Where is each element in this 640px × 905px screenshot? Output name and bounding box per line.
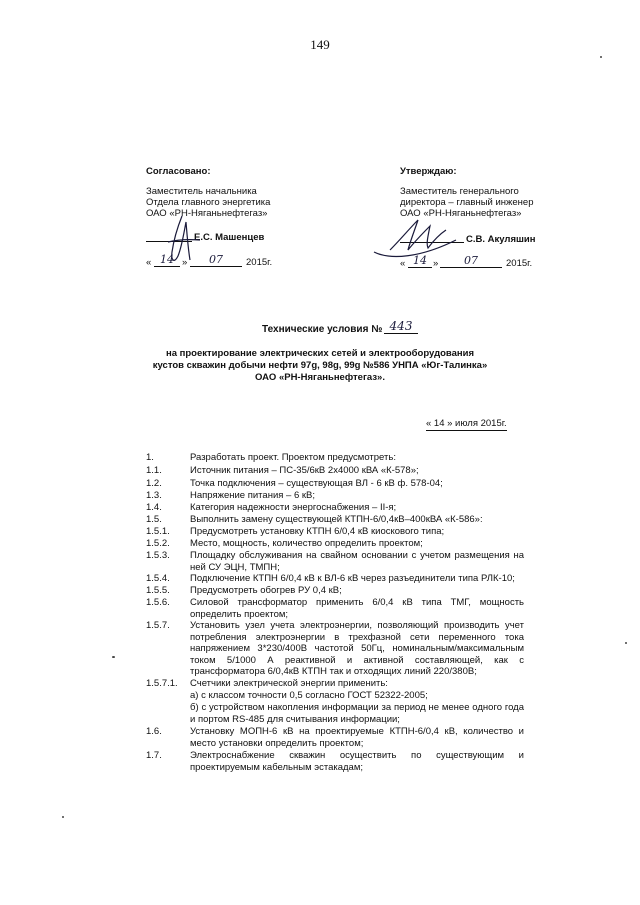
title-label: Технические условия № [262, 324, 383, 335]
item-number: 1.5.2. [146, 538, 170, 549]
title-number: 443 [384, 319, 418, 334]
scan-speck [600, 56, 602, 58]
scan-speck [112, 656, 115, 658]
item-number: 1.5.1. [146, 526, 170, 537]
item-number: 1.2. [146, 478, 162, 489]
item-text: Разработать проект. Проектом предусмотреть: [190, 452, 396, 463]
right-date-day: 14 [408, 254, 432, 268]
left-date-month: 07 [190, 253, 242, 267]
subtitle-line-3: ОАО «РН-Няганьнефтегаз». [255, 372, 385, 383]
item-text: а) с классом точности 0,5 согласно ГОСТ 52322-2005; [190, 690, 428, 701]
subtitle-line-1: на проектирование электрических сетей и электрооборудования [165, 348, 475, 359]
issue-date: « 14 » июля 2015г. [426, 418, 507, 429]
left-signature [160, 212, 210, 272]
left-date-mid: » [182, 257, 188, 268]
left-date-open: « [146, 257, 152, 268]
left-line-1: Заместитель начальника [146, 186, 257, 197]
item-text: Предусмотреть обогрев РУ 0,4 кВ; [190, 585, 342, 596]
item-text: б) с устройством накопления информации за период не менее одного года и портом RS-485 для считывания информации; [190, 702, 524, 725]
scan-speck [625, 642, 627, 644]
item-text: Установить узел учета электроэнергии, позволяющий производить учет потребления электроэнергии в трехфазной сети переменного тока напряжением 3*230/400В частотой 50Гц, номинальным/максимальным током 5/1000 А реактивной и активной составляющей, как с трансформатора 6/0,4кВ КТПН так и отходящих линий 220/380В; [190, 620, 524, 677]
item-text: Место, мощность, количество определить проектом; [190, 538, 423, 549]
item-text: Счетчики электрической энергии применить: [190, 678, 388, 689]
item-text: Точка подключения – существующая ВЛ - 6 кВ ф. 578-04; [190, 478, 443, 489]
item-text: Установку МОПН-6 кВ на проектируемые КТПН-6/0,4 кВ, количество и место установки определить проектом; [190, 726, 524, 749]
right-date-year: 2015г. [506, 258, 533, 269]
item-number: 1.5.6. [146, 597, 170, 608]
right-date-mid: » [433, 258, 439, 269]
item-number: 1.5.3. [146, 550, 170, 561]
right-date-open: « [400, 258, 406, 269]
page-number: 149 [310, 37, 330, 52]
right-line-1: Заместитель генерального [400, 186, 519, 197]
item-number: 1.4. [146, 502, 162, 513]
item-text: Электроснабжение скважин осуществить по существующим и проектируемым кабельным эстакадам; [190, 750, 524, 773]
subtitle-line-2: кустов скважин добычи нефти 97g, 98g, 99g №586 УНПА «Юг-Талинка» [152, 360, 488, 371]
left-heading: Согласовано: [146, 166, 211, 177]
right-signature [370, 210, 460, 270]
item-number: 1.3. [146, 490, 162, 501]
item-text: Источник питания – ПС-35/6кВ 2х4000 кВА «К-578»; [190, 465, 419, 476]
item-text: Предусмотреть установку КТПН 6/0,4 кВ киоскового типа; [190, 526, 445, 537]
item-number: 1. [146, 452, 154, 463]
item-text: Категория надежности энергоснабжения – II-я; [190, 502, 397, 513]
item-number: 1.1. [146, 465, 162, 476]
right-heading: Утверждаю: [400, 166, 457, 177]
item-number: 1.6. [146, 726, 162, 737]
right-line-3: ОАО «РН-Няганьнефтегаз» [400, 208, 522, 219]
right-date-month: 07 [440, 254, 502, 268]
right-signer: С.В. Акуляшин [466, 234, 536, 245]
item-number: 1.5.7.1. [146, 678, 178, 689]
scan-speck [62, 816, 64, 818]
item-number: 1.5. [146, 514, 162, 525]
item-text: Площадку обслуживания на свайном основании с учетом размещения на ней СУ ЭЦН, ТМПН; [190, 550, 524, 573]
item-text: Подключение КТПН 6/0,4 кВ к ВЛ-6 кВ через разъединители типа РЛК-10; [190, 573, 515, 584]
left-date-year: 2015г. [246, 257, 273, 268]
left-line-2: Отдела главного энергетика [146, 197, 271, 208]
left-line-3: ОАО «РН-Няганьнефтегаз» [146, 208, 268, 219]
item-number: 1.7. [146, 750, 162, 761]
left-signer: Е.С. Машенцев [194, 232, 265, 243]
left-date-day: 14 [154, 253, 180, 267]
right-line-2: директора – главный инженер [400, 197, 534, 208]
item-number: 1.5.4. [146, 573, 170, 584]
item-text: Напряжение питания – 6 кВ; [190, 490, 316, 501]
item-text: Выполнить замену существующей КТПН-6/0,4кВ–400кВА «К-586»: [190, 514, 483, 525]
item-number: 1.5.5. [146, 585, 170, 596]
item-text: Силовой трансформатор применить 6/0,4 кВ типа ТМГ, мощность определить проектом; [190, 597, 524, 620]
item-number: 1.5.7. [146, 620, 170, 631]
